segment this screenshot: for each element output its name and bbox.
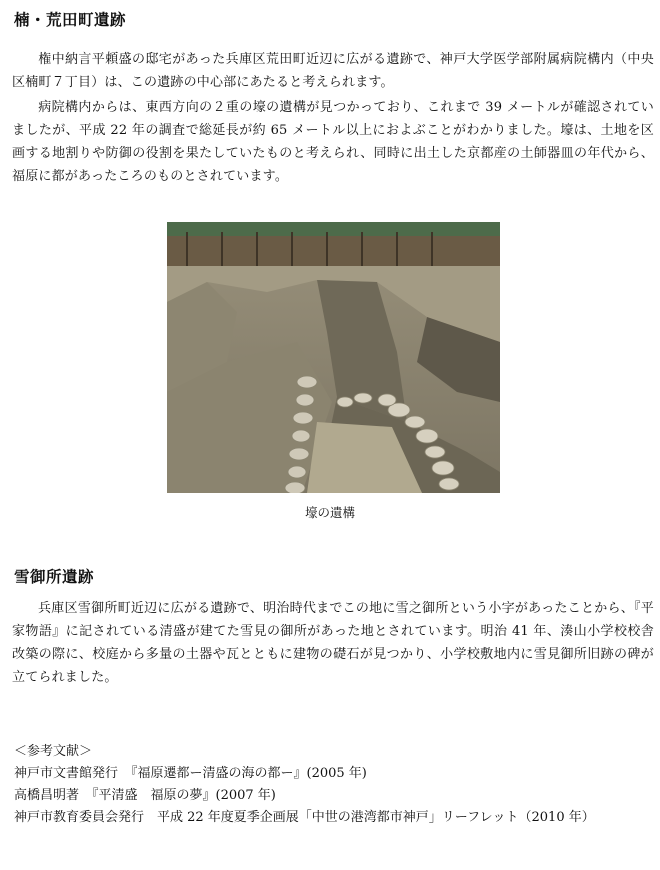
photo-caption: 壕の遺構 (304, 505, 355, 520)
paragraph-kusunoki-intro (12, 48, 654, 94)
reference-item: 高橋昌明著 『平清盛 福原の夢』(2007 年) (14, 788, 276, 803)
references (14, 741, 654, 829)
reference-item: 神戸市教育委員会発行 平成 22 年度夏季企画展「中世の港湾都市神戸」リーフレット（2010 年） (14, 810, 595, 825)
section-title-yukinogosho: 雪御所遺跡 (14, 568, 95, 586)
section-title-kusunoki-aratacho: 楠・荒田町遺跡 (14, 11, 127, 29)
paragraph-kusunoki-moat-text: 病院構内からは、東西方向の２重の壕の遺構が見つかっており、これまで 39 メートルが確認されていましたが、平成 22 年の調査で総延長が約 65 メートル以上におよぶことがわかりました。壕は、土地を区画する地割りや防御の役割を果たしていたものと考えられ、同時に出土した京都産の土師器皿の年代から、福原に都があったころのものとされています。 (12, 100, 654, 184)
paragraph-yukinogosho-text: 兵庫区雪御所町近辺に広がる遺跡で、明治時代までこの地に雪之御所という小字があったことから、『平家物語』に記されている清盛が建てた雪見の御所があった地とされています。明治 41 年、湊山小学校校舎改築の際に、校庭から多量の土器や瓦とともに建物の礎石が見つかり、小学校敷地内に雪見御所旧跡の碑が立てられました。 (12, 601, 654, 685)
paragraph-yukinogosho (12, 597, 654, 689)
paragraph-kusunoki-intro-text: 権中納言平頼盛の邸宅があった兵庫区荒田町近辺に広がる遺跡で、神戸大学医学部附属病院構内（中央区楠町７丁目）は、この遺跡の中心部にあたると考えられます。 (12, 52, 654, 90)
references-heading: ＜参考文献＞ (14, 744, 93, 759)
reference-item: 神戸市文書館発行 『福原遷都ー清盛の海の都ー』(2005 年) (14, 766, 367, 781)
excavation-photo-illustration (167, 222, 500, 493)
paragraph-kusunoki-moat (12, 96, 654, 188)
excavation-photo (167, 222, 500, 493)
